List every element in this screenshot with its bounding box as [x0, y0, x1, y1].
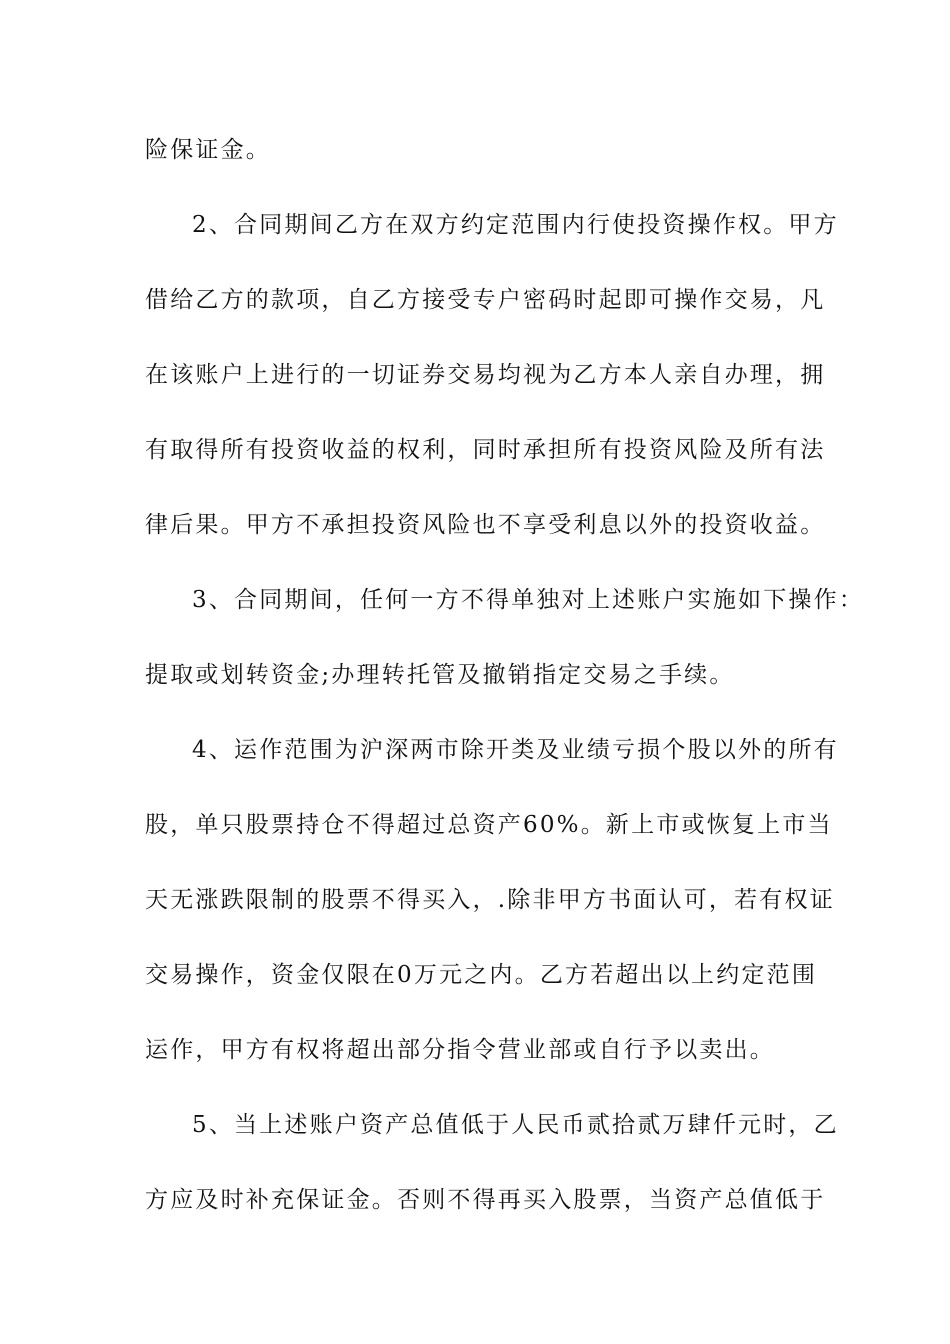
- text-line: 交易操作，资金仅限在0万元之内。乙方若超出以上约定范围: [145, 962, 818, 988]
- paragraph-3-start: 3、合同期间，任何一方不得单独对上述账户实施如下操作：: [192, 587, 865, 613]
- text-line: 提取或划转资金;办理转托管及撤销指定交易之手续。: [145, 662, 735, 688]
- text-line: 运作，甲方有权将超出部分指令营业部或自行予以卖出。: [145, 1037, 775, 1063]
- text-line: 在该账户上进行的一切证券交易均视为乙方本人亲自办理，拥: [145, 362, 826, 388]
- text-line: 股，单只股票持仓不得超过总资产60%。新上市或恢复上市当: [145, 812, 833, 838]
- paragraph-4-start: 4、运作范围为沪深两市除开类及业绩亏损个股以外的所有: [192, 737, 839, 763]
- text-line: 有取得所有投资收益的权利，同时承担所有投资风险及所有法: [145, 437, 826, 463]
- text-line: 天无涨跌限制的股票不得买入，.除非甲方书面认可，若有权证: [145, 887, 835, 913]
- text-line: 险保证金。: [145, 137, 271, 163]
- paragraph-5-start: 5、当上述账户资产总值低于人民币贰拾贰万肆仟元时，乙: [192, 1112, 839, 1138]
- text-line: 律后果。甲方不承担投资风险也不享受利息以外的投资收益。: [145, 512, 826, 538]
- paragraph-2-start: 2、合同期间乙方在双方约定范围内行使投资操作权。甲方: [192, 212, 839, 238]
- text-line: 借给乙方的款项，自乙方接受专户密码时起即可操作交易，凡: [145, 287, 826, 313]
- text-line: 方应及时补充保证金。否则不得再买入股票，当资产总值低于: [145, 1187, 826, 1213]
